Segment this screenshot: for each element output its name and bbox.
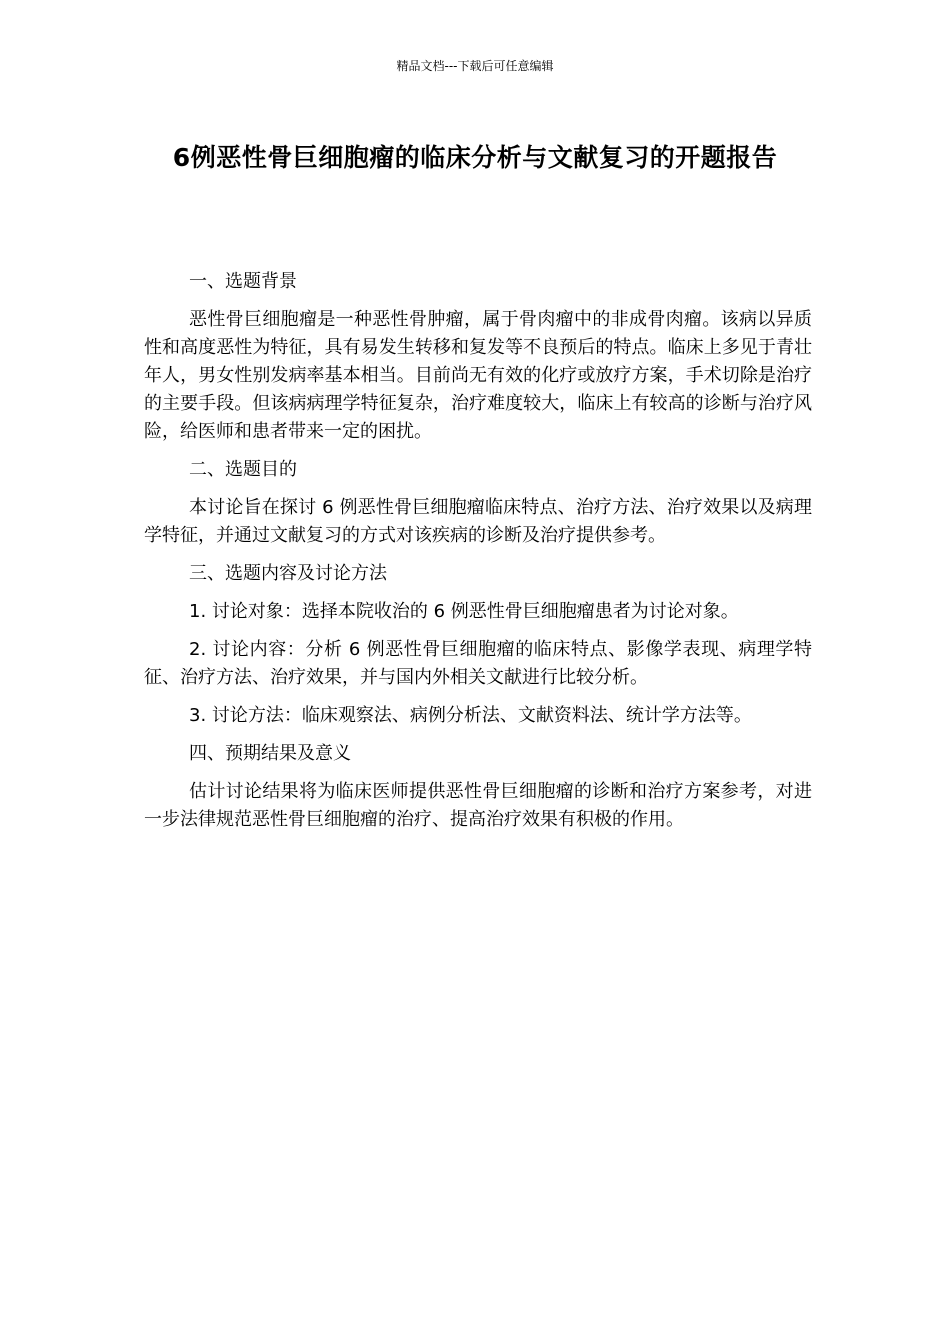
section-heading: 四、预期结果及意义 [189,743,351,764]
paragraph: 3. 讨论方法：临床观察法、病例分析法、文献资料法、统计学方法等。 [189,705,752,726]
section-purpose [144,456,812,550]
paragraph: 1. 讨论对象：选择本院收治的 6 例恶性骨巨细胞瘤患者为讨论对象。 [189,601,739,622]
section-expected-results [144,740,812,834]
section-heading: 三、选题内容及讨论方法 [189,563,387,584]
section-heading: 一、选题背景 [189,271,297,292]
section-heading: 二、选题目的 [189,459,297,480]
paragraph: 恶性骨巨细胞瘤是一种恶性骨肿瘤，属于骨肉瘤中的非成骨肉瘤。该病以异质性和高度恶性为特征，具有易发生转移和复发等不良预后的特点。临床上多见于青壮年人，男女性别发病率基本相当。目前尚无有效的化疗或放疗方案，手术切除是治疗的主要手段。但该病病理学特征复杂，治疗难度较大，临床上有较高的诊断与治疗风险，给医师和患者带来一定的困扰。 [144,309,812,442]
paragraph: 2. 讨论内容：分析 6 例恶性骨巨细胞瘤的临床特点、影像学表现、病理学特征、治疗方法、治疗效果，并与国内外相关文献进行比较分析。 [144,639,812,688]
document-title: 6例恶性骨巨细胞瘤的临床分析与文献复习的开题报告 [172,143,778,172]
paragraph: 估计讨论结果将为临床医师提供恶性骨巨细胞瘤的诊断和治疗方案参考，对进一步法律规范恶性骨巨细胞瘤的治疗、提高治疗效果有积极的作用。 [144,781,812,830]
header-note: 精品文档---下载后可任意编辑 [396,59,554,73]
paragraph: 本讨论旨在探讨 6 例恶性骨巨细胞瘤临床特点、治疗方法、治疗效果以及病理学特征，并通过文献复习的方式对该疾病的诊断及治疗提供参考。 [144,497,812,546]
section-content-methods [144,560,812,730]
section-background [144,268,812,446]
document-body [144,268,812,844]
